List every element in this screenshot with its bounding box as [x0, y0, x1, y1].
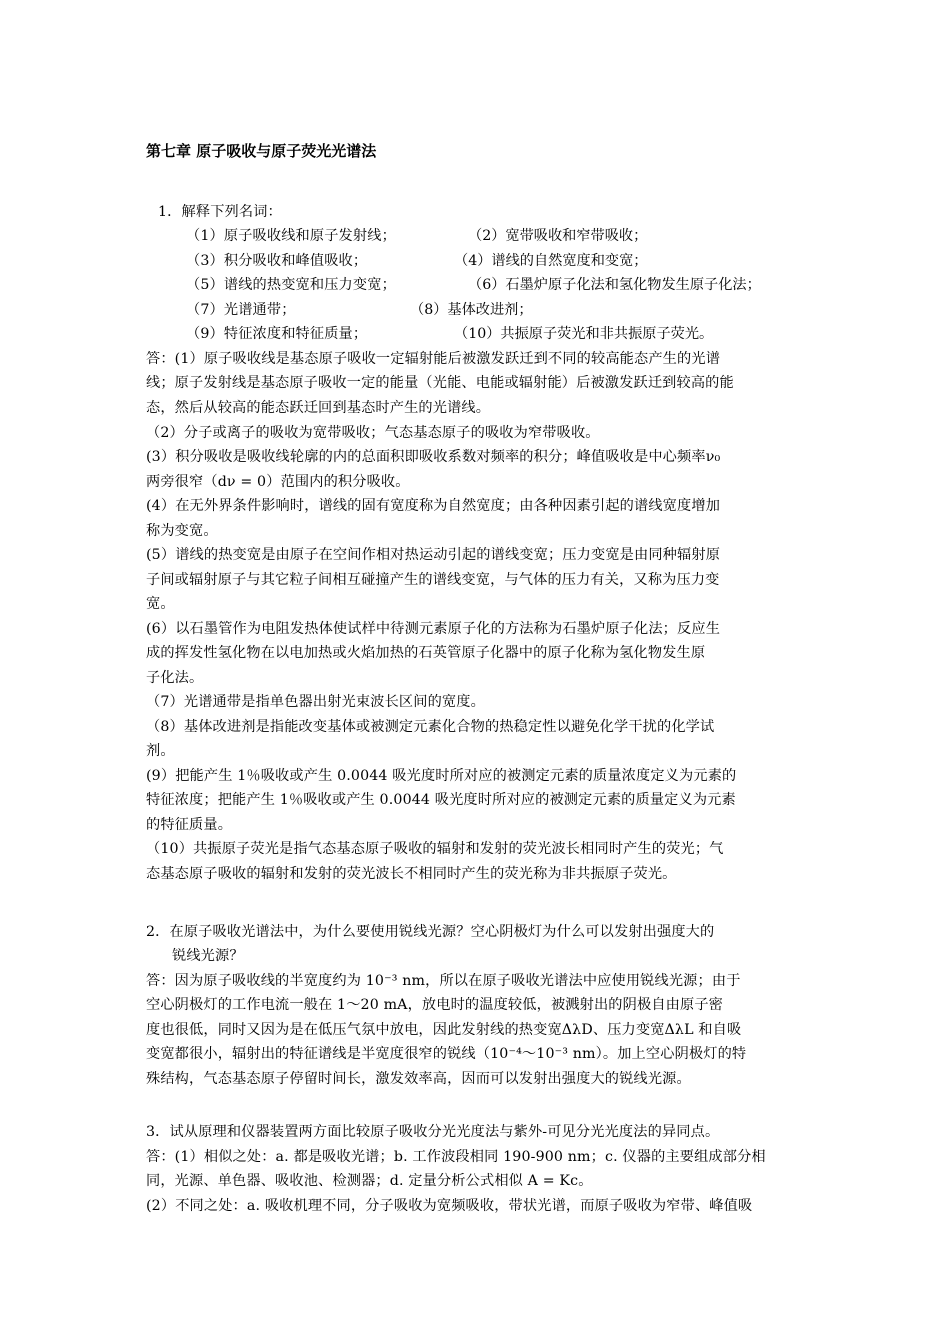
- answer-line: (4）在无外界条件影响时，谱线的固有宽度称为自然宽度；由各种因素引起的谱线宽度增加: [146, 498, 721, 514]
- answer-line: 的特征质量。: [146, 817, 233, 833]
- answer-line: (6）以石墨管作为电阻发热体使试样中待测元素原子化的方法称为石墨炉原子化法；反应生: [146, 621, 721, 637]
- answer-line: 特征浓度；把能产生 1％吸收或产生 0.0044 吸光度时所对应的被测定元素的质量定义为元素: [146, 792, 736, 808]
- term-item: （3）积分吸收和峰值吸收；: [186, 253, 368, 269]
- answer-line: 态，然后从较高的能态跃迁回到基态时产生的光谱线。: [146, 400, 491, 416]
- term-item: （1）原子吸收线和原子发射线；: [186, 228, 396, 244]
- term-item: （10）共振原子荧光和非共振原子荧光。: [454, 326, 714, 342]
- answer-line: 线；原子发射线是基态原子吸收一定的能量（光能、电能或辐射能）后被激发跃迁到较高的能: [146, 375, 734, 391]
- answer-line: （2）分子或离子的吸收为宽带吸收；气态基态原子的吸收为窄带吸收。: [146, 425, 600, 441]
- term-item: （4）谱线的自然宽度和变宽；: [454, 253, 648, 269]
- question-2-line: 2．在原子吸收光谱法中，为什么要使用锐线光源？空心阴极灯为什么可以发射出强度大的: [146, 924, 715, 940]
- term-item: （2）宽带吸收和窄带吸收；: [468, 228, 648, 244]
- answer-line: 称为变宽。: [146, 523, 218, 539]
- answer-line: 同，光源、单色器、吸收池、检测器；d. 定量分析公式相似 A = Kc。: [146, 1173, 593, 1189]
- answer-line: 度也很低，同时又因为是在低压气氛中放电，因此发射线的热变宽ΔλD、压力变宽ΔλL 和自吸: [146, 1022, 742, 1038]
- answer-line: 子化法。: [146, 670, 204, 686]
- question-2-line: 锐线光源？: [172, 948, 244, 964]
- answer-line: 殊结构，气态基态原子停留时间长，激发效率高，因而可以发射出强度大的锐线光源。: [146, 1071, 691, 1087]
- term-item: （8）基体改进剂；: [410, 302, 533, 318]
- term-item: （9）特征浓度和特征质量；: [186, 326, 368, 342]
- answer-line: (9）把能产生 1％吸收或产生 0.0044 吸光度时所对应的被测定元素的质量浓度定义为元素的: [146, 768, 737, 784]
- answer-line: (3）积分吸收是吸收线轮廓的内的总面积即吸收系数对频率的积分；峰值吸收是中心频率ν₀: [146, 449, 721, 465]
- term-item: （7）光谱通带；: [186, 302, 296, 318]
- answer-line: 答：因为原子吸收线的半宽度约为 10⁻³ nm，所以在原子吸收光谱法中应使用锐线光源；由于: [146, 973, 741, 989]
- answer-line: 答：(1）原子吸收线是基态原子吸收一定辐射能后被激发跃迁到不同的较高能态产生的光谱: [146, 351, 721, 367]
- answer-line: （10）共振原子荧光是指气态基态原子吸收的辐射和发射的荧光波长相同时产生的荧光；气: [146, 841, 724, 857]
- answer-line: （8）基体改进剂是指能改变基体或被测定元素化合物的热稳定性以避免化学干扰的化学试: [146, 719, 715, 735]
- answer-line: (2）不同之处：a. 吸收机理不同，分子吸收为宽频吸收，带状光谱，而原子吸收为窄带、峰值吸: [146, 1198, 753, 1214]
- term-item: （6）石墨炉原子化法和氢化物发生原子化法；: [468, 277, 761, 293]
- answer-line: 两旁很窄（dν = 0）范围内的积分吸收。: [146, 474, 410, 490]
- chapter-title: 第七章 原子吸收与原子荧光光谱法: [146, 142, 377, 160]
- answer-line: 态基态原子吸收的辐射和发射的荧光波长不相同时产生的荧光称为非共振原子荧光。: [146, 866, 677, 882]
- question-1-heading: 1．解释下列名词：: [158, 204, 282, 220]
- answer-line: (5）谱线的热变宽是由原子在空间作相对热运动引起的谱线变宽；压力变宽是由同种辐射原: [146, 547, 721, 563]
- answer-line: 子间或辐射原子与其它粒子间相互碰撞产生的谱线变宽，与气体的压力有关，又称为压力变: [146, 572, 720, 588]
- answer-line: 变宽都很小，辐射出的特征谱线是半宽度很窄的锐线（10⁻⁴～10⁻³ nm）。加上空心阴极灯的特: [146, 1046, 747, 1062]
- answer-line: 空心阴极灯的工作电流一般在 1～20 mA，放电时的温度较低，被溅射出的阴极自由原子密: [146, 997, 724, 1013]
- question-3-line: 3．试从原理和仪器装置两方面比较原子吸收分光光度法与紫外-可见分光光度法的异同点。: [146, 1124, 720, 1140]
- answer-line: 答：(1）相似之处：a. 都是吸收光谱；b. 工作波段相同 190-900 nm；c. 仪器的主要组成部分相: [146, 1149, 766, 1165]
- answer-line: （7）光谱通带是指单色器出射光束波长区间的宽度。: [146, 694, 485, 710]
- answer-line: 剂。: [146, 743, 175, 759]
- answer-line: 宽。: [146, 596, 175, 612]
- answer-line: 成的挥发性氢化物在以电加热或火焰加热的石英管原子化器中的原子化称为氢化物发生原: [146, 645, 706, 661]
- term-item: （5）谱线的热变宽和压力变宽；: [186, 277, 396, 293]
